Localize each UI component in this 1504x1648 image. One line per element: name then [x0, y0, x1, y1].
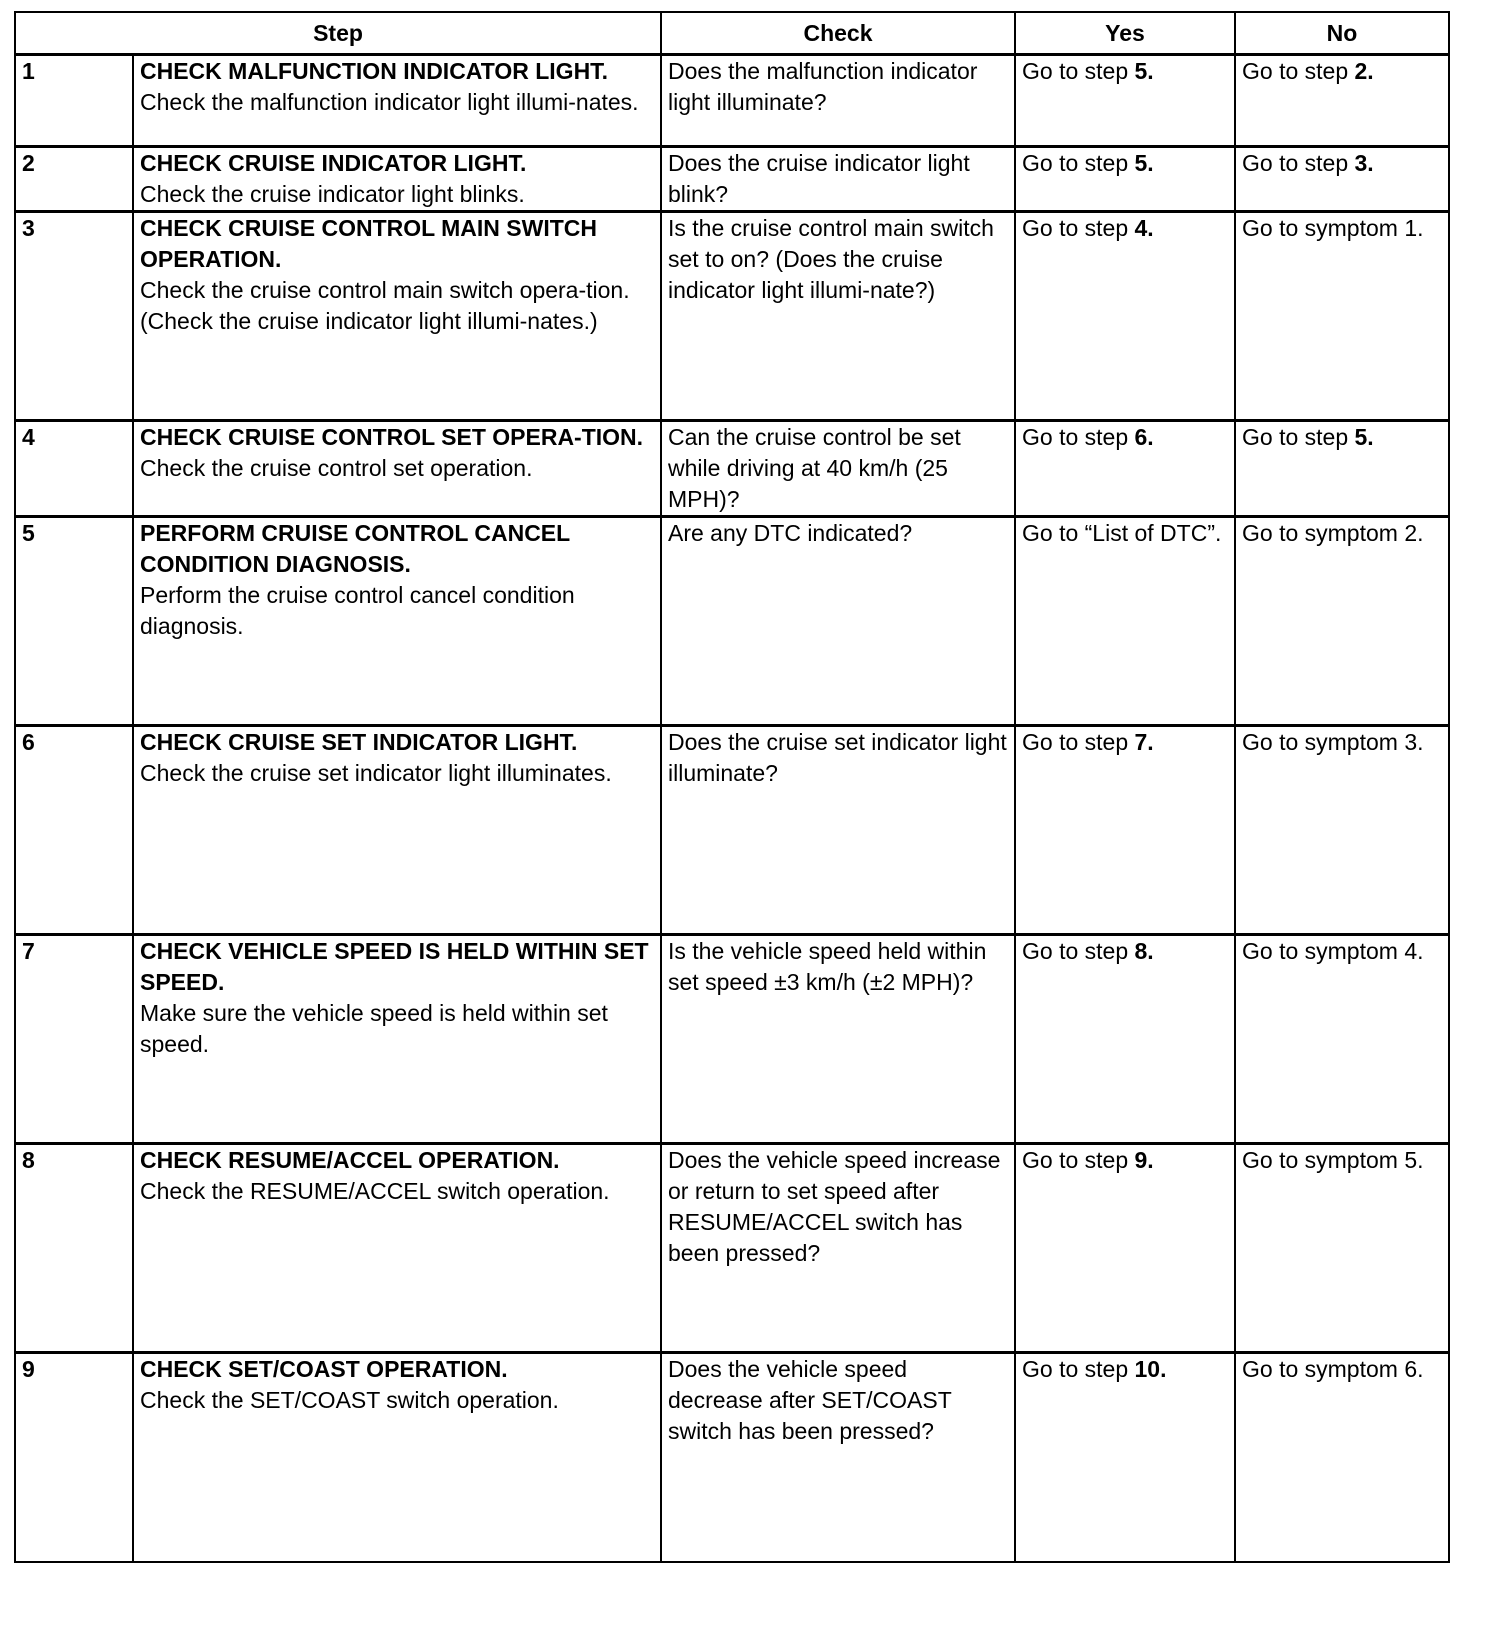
no-text: Go to symptom 5. — [1242, 1147, 1424, 1173]
yes-cell — [1015, 726, 1235, 935]
yes-text: Go to step — [1022, 938, 1135, 964]
yes-target: 10. — [1134, 1356, 1167, 1382]
step-cell — [133, 935, 661, 1144]
table-row — [15, 726, 1449, 935]
check-cell: Does the vehicle speed decrease after SET/COAST switch has been pressed? — [661, 1353, 1015, 1562]
table-row — [15, 517, 1449, 726]
step-title: CHECK CRUISE CONTROL MAIN SWITCH OPERATION. — [140, 215, 598, 272]
yes-cell — [1015, 147, 1235, 212]
step-number: 2 — [15, 147, 133, 212]
step-description: Perform the cruise control cancel condition diagnosis. — [140, 582, 575, 639]
step-number: 7 — [15, 935, 133, 1144]
step-title: CHECK MALFUNCTION INDICATOR LIGHT. — [140, 58, 609, 84]
step-description: Check the cruise control main switch opera-tion. (Check the cruise indicator light illumi-nates.) — [140, 277, 630, 334]
yes-text: Go to step — [1022, 58, 1135, 84]
step-description: Check the SET/COAST switch operation. — [140, 1387, 559, 1413]
no-cell — [1235, 517, 1449, 726]
table-row — [15, 935, 1449, 1144]
step-number: 4 — [15, 421, 133, 517]
step-cell — [133, 1353, 661, 1562]
step-cell — [133, 517, 661, 726]
table-row — [15, 212, 1449, 421]
yes-text: Go to step — [1022, 1147, 1135, 1173]
step-number: 5 — [15, 517, 133, 726]
header-check: Check — [661, 12, 1015, 55]
yes-text: Go to step — [1022, 150, 1135, 176]
yes-target: 7. — [1134, 729, 1154, 755]
step-description: Check the RESUME/ACCEL switch operation. — [140, 1178, 610, 1204]
diagnostic-table — [14, 11, 1450, 1563]
step-description: Make sure the vehicle speed is held within set speed. — [140, 1000, 608, 1057]
yes-cell — [1015, 935, 1235, 1144]
header-row — [15, 12, 1449, 55]
check-cell: Does the cruise set indicator light illuminate? — [661, 726, 1015, 935]
no-text: Go to symptom 1. — [1242, 215, 1424, 241]
step-title: CHECK CRUISE INDICATOR LIGHT. — [140, 150, 527, 176]
yes-target: 4. — [1134, 215, 1154, 241]
step-number: 1 — [15, 55, 133, 147]
yes-target: 9. — [1134, 1147, 1154, 1173]
yes-text: Go to “List of DTC”. — [1022, 520, 1222, 546]
no-cell — [1235, 1353, 1449, 1562]
table-row — [15, 147, 1449, 212]
step-description: Check the cruise set indicator light illuminates. — [140, 760, 612, 786]
step-cell — [133, 147, 661, 212]
yes-target: 5. — [1134, 58, 1154, 84]
no-text: Go to step — [1242, 150, 1355, 176]
no-text: Go to symptom 6. — [1242, 1356, 1424, 1382]
no-cell — [1235, 55, 1449, 147]
no-text: Go to symptom 3. — [1242, 729, 1424, 755]
step-cell — [133, 1144, 661, 1353]
no-text: Go to symptom 4. — [1242, 938, 1424, 964]
step-cell — [133, 55, 661, 147]
check-cell: Is the cruise control main switch set to on? (Does the cruise indicator light illumi-nate?) — [661, 212, 1015, 421]
yes-cell — [1015, 1353, 1235, 1562]
yes-text: Go to step — [1022, 1356, 1135, 1382]
table-row — [15, 55, 1449, 147]
no-target: 3. — [1354, 150, 1374, 176]
step-number: 9 — [15, 1353, 133, 1562]
step-description: Check the malfunction indicator light illumi-nates. — [140, 89, 639, 115]
no-cell — [1235, 212, 1449, 421]
no-cell — [1235, 147, 1449, 212]
no-text: Go to step — [1242, 424, 1355, 450]
no-cell — [1235, 726, 1449, 935]
no-cell — [1235, 421, 1449, 517]
step-number: 8 — [15, 1144, 133, 1353]
step-cell — [133, 212, 661, 421]
check-cell: Does the malfunction indicator light illuminate? — [661, 55, 1015, 147]
no-cell — [1235, 935, 1449, 1144]
yes-cell — [1015, 517, 1235, 726]
table-row — [15, 421, 1449, 517]
yes-cell — [1015, 421, 1235, 517]
yes-target: 8. — [1134, 938, 1154, 964]
table-row — [15, 1144, 1449, 1353]
yes-target: 5. — [1134, 150, 1154, 176]
step-description: Check the cruise indicator light blinks. — [140, 181, 525, 207]
step-description: Check the cruise control set operation. — [140, 455, 533, 481]
step-title: CHECK RESUME/ACCEL OPERATION. — [140, 1147, 560, 1173]
no-target: 2. — [1354, 58, 1374, 84]
no-text: Go to symptom 2. — [1242, 520, 1424, 546]
table-row — [15, 1353, 1449, 1562]
step-number: 3 — [15, 212, 133, 421]
yes-target: 6. — [1134, 424, 1154, 450]
step-title: CHECK SET/COAST OPERATION. — [140, 1356, 508, 1382]
check-cell: Is the vehicle speed held within set speed ±3 km/h (±2 MPH)? — [661, 935, 1015, 1144]
check-cell: Does the cruise indicator light blink? — [661, 147, 1015, 212]
step-cell — [133, 726, 661, 935]
yes-text: Go to step — [1022, 215, 1135, 241]
step-number: 6 — [15, 726, 133, 935]
yes-text: Go to step — [1022, 424, 1135, 450]
no-target: 5. — [1354, 424, 1374, 450]
step-title: CHECK CRUISE CONTROL SET OPERA-TION. — [140, 424, 644, 450]
yes-cell — [1015, 55, 1235, 147]
yes-text: Go to step — [1022, 729, 1135, 755]
step-cell — [133, 421, 661, 517]
check-cell: Can the cruise control be set while driving at 40 km/h (25 MPH)? — [661, 421, 1015, 517]
step-title: PERFORM CRUISE CONTROL CANCEL CONDITION DIAGNOSIS. — [140, 520, 570, 577]
no-text: Go to step — [1242, 58, 1355, 84]
header-no: No — [1235, 12, 1449, 55]
header-step: Step — [15, 12, 661, 55]
yes-cell — [1015, 212, 1235, 421]
check-cell: Does the vehicle speed increase or return to set speed after RESUME/ACCEL switch has been pressed? — [661, 1144, 1015, 1353]
step-title: CHECK VEHICLE SPEED IS HELD WITHIN SET SPEED. — [140, 938, 649, 995]
yes-cell — [1015, 1144, 1235, 1353]
step-title: CHECK CRUISE SET INDICATOR LIGHT. — [140, 729, 578, 755]
no-cell — [1235, 1144, 1449, 1353]
check-cell: Are any DTC indicated? — [661, 517, 1015, 726]
header-yes: Yes — [1015, 12, 1235, 55]
